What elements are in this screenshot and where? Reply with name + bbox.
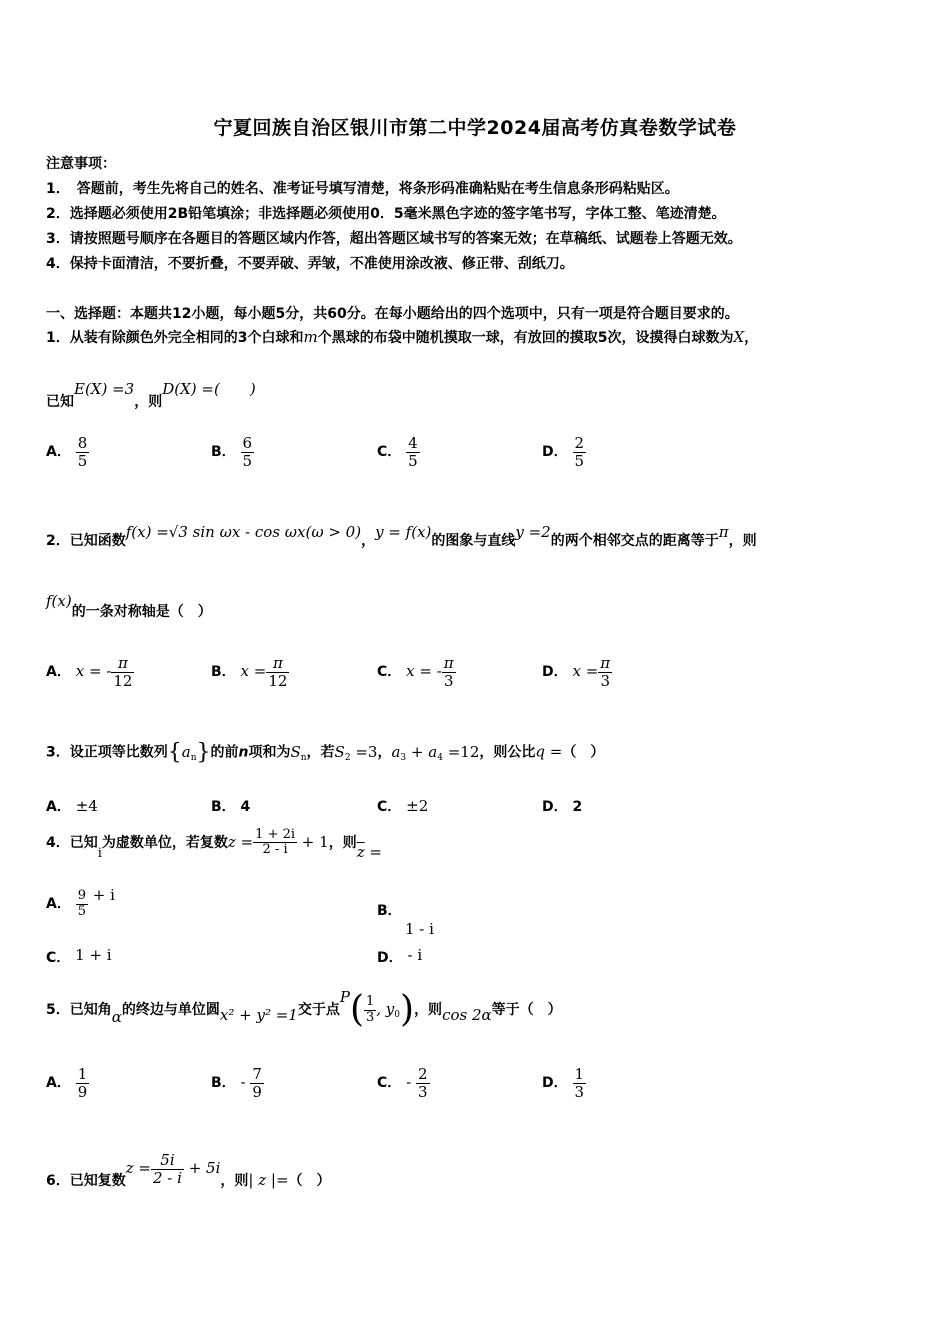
q5-option-c[interactable] xyxy=(377,1066,430,1100)
fraction xyxy=(598,655,612,689)
denominator: 5 xyxy=(77,451,88,470)
q2-text-3: 的图象与直线 xyxy=(431,533,516,549)
q3-n: n xyxy=(238,744,249,761)
option-label: D． xyxy=(542,1075,568,1091)
q3-text-3: 项和为 xyxy=(248,744,291,761)
numerator: π xyxy=(272,654,283,672)
option-label: B． xyxy=(211,444,236,460)
option-value: ±4 xyxy=(75,797,98,815)
option-sign: - xyxy=(240,1073,251,1091)
denominator: 9 xyxy=(77,1082,88,1101)
numerator: 8 xyxy=(77,434,88,452)
q1-expectation: E(X) =3 xyxy=(74,380,135,398)
q2-pi: π xyxy=(718,523,729,541)
q5-option-d[interactable] xyxy=(542,1066,586,1100)
note-item-4: 4．保持卡面清洁，不要折叠，不要弄破、弄皱，不准使用涂改液、修正带、刮纸刀。 xyxy=(46,256,574,272)
q1-option-c[interactable] xyxy=(377,435,420,469)
q2-option-c[interactable] xyxy=(377,655,456,689)
fraction xyxy=(573,1066,587,1100)
exam-title: 宁夏回族自治区银川市第二中学2024届高考仿真卷数学试卷 xyxy=(213,117,737,139)
q6-tail: + 5i xyxy=(183,1159,221,1177)
q3-option-d[interactable] xyxy=(542,796,582,816)
option-label: B． xyxy=(211,1075,236,1091)
fraction xyxy=(573,435,587,469)
option-label: A． xyxy=(46,664,71,680)
option-label: B． xyxy=(211,799,236,815)
q5-stem xyxy=(46,988,562,1028)
q4-text-2: 为虚数单位，若复数 xyxy=(101,834,228,851)
q3-text-4: ，若 xyxy=(306,744,335,761)
q3-option-a[interactable] xyxy=(46,796,98,816)
q3-text-1: 3．设正项等比数列 xyxy=(46,744,168,761)
q4-option-c[interactable] xyxy=(46,946,112,967)
q2-function: f(x) =√3 sin ωx - cos ωx(ω > 0) xyxy=(125,523,362,541)
numerator: 9 xyxy=(77,888,86,904)
q2-text-6: 的一条对称轴是（ ） xyxy=(71,604,212,620)
option-label: A． xyxy=(46,444,71,460)
fraction xyxy=(76,889,88,919)
fraction xyxy=(241,435,255,469)
note-item-2: 2．选择题必须使用2B铅笔填涂；非选择题必须使用0．5毫米黑色字迹的签字笔书写，字体工整、笔迹清楚。 xyxy=(46,206,726,222)
q1-variance: D(X) =( ) xyxy=(162,380,256,398)
denominator: 3 xyxy=(418,1082,428,1101)
denominator: 3 xyxy=(442,672,456,690)
numerator: 1 + 2i xyxy=(255,827,296,842)
q5-text-3: 交于点 xyxy=(297,1002,340,1018)
note-item-1: 1． 答题前，考生先将自己的姓名、准考证号填写清楚，将条形码准确粘贴在考生信息条形码粘贴区。 xyxy=(46,181,679,197)
q3-text-7: （ ） xyxy=(562,744,605,761)
numerator: π xyxy=(117,654,128,672)
option-label: C． xyxy=(377,664,402,680)
q4-fraction xyxy=(253,828,297,858)
q5-paren-left: ( xyxy=(349,989,364,1030)
q2-text-4: 的两个相邻交点的距离等于 xyxy=(550,533,719,549)
q1-text-4: 已知 xyxy=(46,394,74,410)
q3-q: q = xyxy=(535,742,563,761)
option-value: ±2 xyxy=(406,797,429,815)
option-label: B． xyxy=(377,903,402,919)
option-sign: - xyxy=(406,1073,416,1091)
option-value: 2 xyxy=(572,799,583,815)
q2-graph: y = f(x) xyxy=(375,523,432,541)
q1-stem xyxy=(46,327,758,347)
q2-option-b[interactable] xyxy=(211,655,289,689)
q3-a4-sub: 4 xyxy=(437,752,443,763)
q2-option-d[interactable] xyxy=(542,655,612,689)
denominator: 3 xyxy=(598,672,612,690)
numerator: 1 xyxy=(574,1065,585,1083)
q4-i: i xyxy=(97,845,102,861)
denominator: 9 xyxy=(252,1082,262,1101)
fraction xyxy=(250,1066,264,1100)
q2-text-5: ，则 xyxy=(728,533,757,549)
q5-point-p: P xyxy=(339,988,350,1006)
denominator: 5 xyxy=(574,451,585,470)
option-tail: + i xyxy=(88,886,115,904)
q2-line: y =2 xyxy=(515,523,551,541)
option-label: A． xyxy=(46,799,71,815)
option-value: 1 + i xyxy=(75,946,112,964)
q3-option-c[interactable] xyxy=(377,796,428,816)
q3-text-2: 的前 xyxy=(210,744,239,761)
q6-text-3: （ ） xyxy=(288,1173,331,1189)
denominator: 5 xyxy=(242,451,253,470)
denominator: 3 xyxy=(365,1009,375,1025)
q1-m: m xyxy=(303,328,318,346)
q5-option-a[interactable] xyxy=(46,1066,89,1100)
q2-text-2: ， xyxy=(361,533,376,549)
fraction xyxy=(442,655,456,689)
q3-a3a4 xyxy=(391,743,479,761)
numerator: 4 xyxy=(408,434,418,452)
option-lhs: x = - xyxy=(75,662,112,680)
numerator: 5i xyxy=(160,1151,175,1169)
option-label: C． xyxy=(46,950,71,966)
option-lhs: x = - xyxy=(406,662,442,680)
q3-stem xyxy=(46,740,604,765)
option-label: C． xyxy=(377,444,402,460)
option-label: A． xyxy=(46,896,71,912)
q5-circle: x² + y² =1 xyxy=(219,1006,298,1024)
denominator: 3 xyxy=(574,1082,585,1101)
q4-equals: = xyxy=(364,842,382,861)
q5-text-2: 的终边与单位圆 xyxy=(121,1002,220,1018)
q6-text-2: ，则 xyxy=(220,1173,249,1189)
fraction xyxy=(416,1066,430,1100)
option-value: 1 - i xyxy=(405,920,434,938)
denominator: 5 xyxy=(408,451,418,470)
q5-text-5: 等于（ ） xyxy=(491,1002,562,1018)
q2-option-a[interactable] xyxy=(46,655,134,689)
q1-text-1: 1．从装有除颜色外完全相同的3个白球和 xyxy=(46,330,304,346)
q3-s2-symbol: S xyxy=(334,742,345,761)
q1-option-b[interactable] xyxy=(211,435,254,469)
q6-text-1: 6．已知复数 xyxy=(46,1173,126,1189)
q3-a-rhs: =12 xyxy=(442,742,480,761)
option-label: D． xyxy=(542,444,568,460)
q3-s2 xyxy=(335,743,378,761)
q3-a4-symbol: a xyxy=(428,742,438,761)
q2-text-1: 2．已知函数 xyxy=(46,533,126,549)
q3-an-sub: n xyxy=(190,752,197,763)
denominator: 12 xyxy=(268,671,288,690)
q1-text-5: ，则 xyxy=(134,394,163,410)
numerator: 6 xyxy=(242,434,253,452)
q5-alpha: α xyxy=(111,1008,122,1026)
numerator: 1 xyxy=(365,994,375,1010)
numerator: π xyxy=(443,654,454,672)
q4-text-3: ，则 xyxy=(328,834,357,851)
option-value: - i xyxy=(407,946,423,964)
q3-sn-sub: n xyxy=(300,752,307,763)
option-label: B． xyxy=(211,664,236,680)
q3-a3-symbol: a xyxy=(391,742,401,761)
fraction xyxy=(76,1066,90,1100)
option-label: A． xyxy=(46,1075,71,1091)
q3-s2-rhs: =3 xyxy=(350,742,378,761)
q6-abs: | z |= xyxy=(248,1171,289,1189)
q3-plus: + xyxy=(406,742,429,761)
q6-fraction xyxy=(151,1152,184,1186)
q3-option-b[interactable] xyxy=(211,796,250,816)
numerator: 2 xyxy=(574,434,585,452)
q3-an-symbol: a xyxy=(181,742,191,761)
q6-stem xyxy=(46,1152,331,1190)
fraction xyxy=(266,655,289,689)
q4-option-b[interactable] xyxy=(377,900,434,938)
q3-sn-symbol: S xyxy=(290,742,301,761)
q4-z: z = xyxy=(227,832,254,851)
option-label: D． xyxy=(542,664,568,680)
q2-fx: f(x) xyxy=(46,592,72,610)
option-label: C． xyxy=(377,799,402,815)
q1-x: X xyxy=(733,328,745,346)
q3-text-6: ，则公比 xyxy=(479,744,536,761)
q5-y0 xyxy=(376,1000,400,1018)
fraction xyxy=(406,435,420,469)
q5-option-b[interactable] xyxy=(211,1066,264,1100)
fraction xyxy=(111,655,134,689)
option-label: D． xyxy=(542,799,568,815)
q4-option-d[interactable] xyxy=(377,946,422,967)
q5-cos: cos 2α xyxy=(442,1006,492,1024)
q4-option-a[interactable] xyxy=(46,886,115,919)
numerator: 7 xyxy=(252,1065,262,1083)
q5-y0-symbol: , y xyxy=(376,1000,395,1018)
q6-z: z = xyxy=(125,1159,151,1177)
fraction xyxy=(76,435,90,469)
q3-s2-sub: 2 xyxy=(344,752,351,763)
numerator: π xyxy=(600,654,611,672)
q1-option-d[interactable] xyxy=(542,435,586,469)
numerator: 2 xyxy=(418,1065,428,1083)
q5-point-fraction xyxy=(364,995,376,1025)
q3-an xyxy=(182,743,197,761)
q4-zbar: $\overline{z}$ xyxy=(356,842,365,861)
q4-plus-one: + 1 xyxy=(297,832,329,851)
notes-heading: 注意事项： xyxy=(46,156,116,172)
q4-text-1: 4．已知 xyxy=(46,834,98,851)
q3-a3-sub: 3 xyxy=(400,752,407,763)
option-lhs: x = xyxy=(240,662,267,680)
note-item-3: 3．请按照题号顺序在各题目的答题区域内作答，超出答题区域书写的答案无效；在草稿纸、试题卷上答题无效。 xyxy=(46,231,742,247)
section-heading: 一、选择题：本题共12小题，每小题5分，共60分。在每小题给出的四个选项中，只有一项是符合题目要求的。 xyxy=(46,306,739,322)
q5-paren-right: ) xyxy=(400,989,415,1030)
option-label: C． xyxy=(377,1075,402,1091)
option-lhs: x = xyxy=(572,662,599,680)
q3-brace: { xyxy=(167,740,182,765)
q5-text-1: 5．已知角 xyxy=(46,1002,112,1018)
q5-text-4: ，则 xyxy=(414,1002,443,1018)
option-value: 4 xyxy=(240,799,251,815)
denominator: 2 - i xyxy=(153,1168,182,1187)
q2-stem xyxy=(46,523,757,550)
denominator: 5 xyxy=(77,903,86,919)
q1-text-2: 个黑球的布袋中随机摸取一球，有放回的摸取5次，设摸得白球数为 xyxy=(317,330,734,346)
q4-stem xyxy=(46,828,382,861)
option-label: D． xyxy=(377,950,403,966)
denominator: 2 - i xyxy=(253,842,297,857)
q2-question xyxy=(46,592,212,621)
q3-text-5: ， xyxy=(377,744,392,761)
numerator: 1 xyxy=(77,1065,88,1083)
q3-brace: } xyxy=(196,740,211,765)
q1-text-3: ， xyxy=(744,330,759,346)
denominator: 12 xyxy=(113,671,133,690)
q3-sn xyxy=(290,743,306,761)
q5-y0-sub: 0 xyxy=(394,1010,401,1020)
q1-condition xyxy=(46,378,256,411)
q1-option-a[interactable] xyxy=(46,435,89,469)
